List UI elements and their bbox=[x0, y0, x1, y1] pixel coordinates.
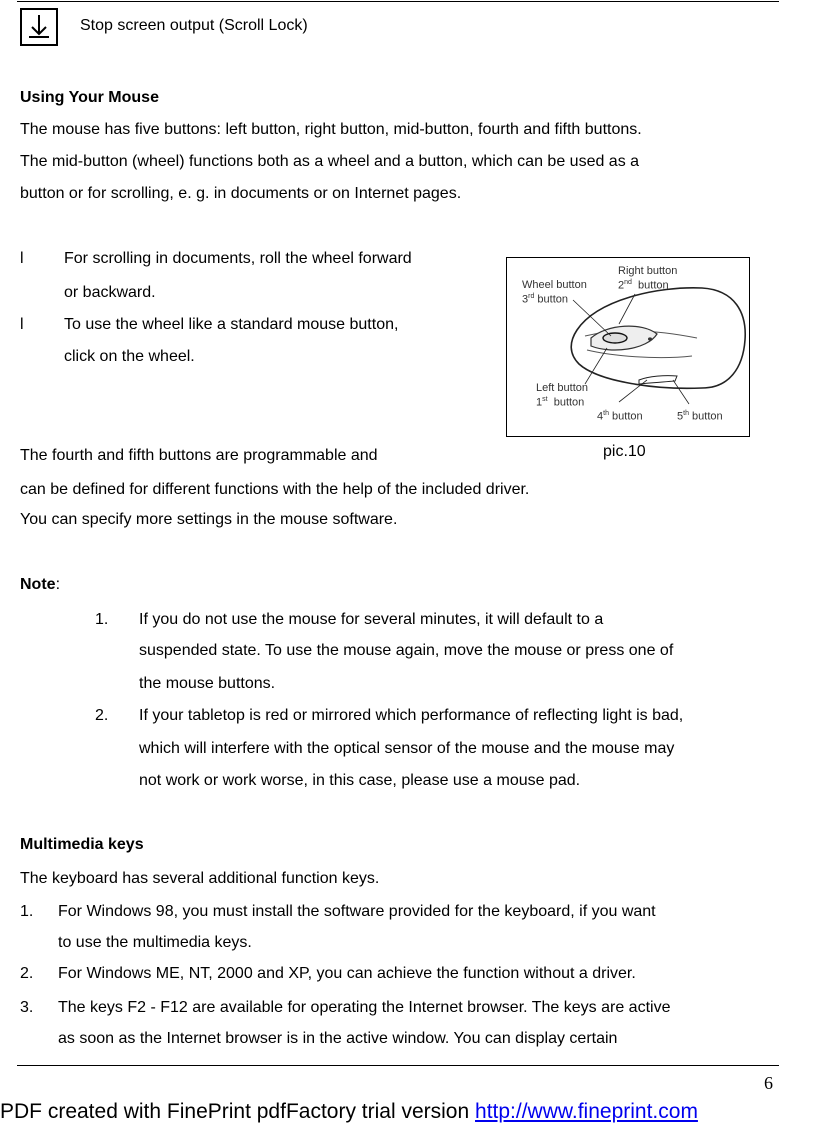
page-number: 6 bbox=[764, 1073, 773, 1093]
multimedia-item-line: as soon as the Internet browser is in the active window. You can display certain bbox=[58, 1030, 618, 1047]
footer-text: PDF created with FinePrint pdfFactory trial version bbox=[0, 1100, 476, 1123]
wheel-button-label: Wheel button 3rd button bbox=[522, 279, 587, 306]
bullet-text: click on the wheel. bbox=[64, 348, 195, 365]
left-button-label: Left button 1st button bbox=[536, 382, 588, 409]
multimedia-item-number: 1. bbox=[20, 903, 34, 920]
note-item-line: suspended state. To use the mouse again, move the mouse or press one of bbox=[139, 642, 674, 659]
mouse-intro-line: The mouse has five buttons: left button, right button, mid-button, fourth and fifth buttons. bbox=[20, 121, 642, 138]
bullet-marker: l bbox=[20, 316, 24, 333]
programmable-line: You can specify more settings in the mouse software. bbox=[20, 511, 398, 528]
note-item-line: If you do not use the mouse for several minutes, it will default to a bbox=[139, 611, 604, 628]
bullet-text: For scrolling in documents, roll the wheel forward bbox=[64, 250, 412, 267]
note-item-line: not work or work worse, in this case, please use a mouse pad. bbox=[139, 772, 581, 789]
multimedia-item-number: 2. bbox=[20, 965, 34, 982]
multimedia-intro: The keyboard has several additional function keys. bbox=[20, 870, 380, 887]
scroll-lock-key-icon bbox=[20, 8, 58, 46]
bullet-text: or backward. bbox=[64, 284, 156, 301]
mouse-intro-line: button or for scrolling, e. g. in documents or on Internet pages. bbox=[20, 185, 462, 202]
bottom-rule bbox=[17, 1065, 779, 1066]
scroll-lock-description: Stop screen output (Scroll Lock) bbox=[80, 17, 308, 34]
fourth-button-label: 4th button bbox=[597, 410, 643, 423]
multimedia-item-line: to use the multimedia keys. bbox=[58, 934, 252, 951]
multimedia-item-number: 3. bbox=[20, 999, 34, 1016]
note-item-number: 2. bbox=[95, 707, 109, 724]
programmable-line: can be defined for different functions with the help of the included driver. bbox=[20, 481, 530, 498]
mouse-section-heading: Using Your Mouse bbox=[20, 89, 159, 106]
multimedia-item-line: For Windows ME, NT, 2000 and XP, you can achieve the function without a driver. bbox=[58, 965, 636, 982]
note-item-line: If your tabletop is red or mirrored which performance of reflecting light is bad, bbox=[139, 707, 684, 724]
mouse-diagram bbox=[506, 257, 750, 437]
figure-caption: pic.10 bbox=[603, 443, 646, 460]
note-item-number: 1. bbox=[95, 611, 109, 628]
note-item-line: which will interfere with the optical sensor of the mouse and the mouse may bbox=[139, 740, 675, 757]
multimedia-item-line: For Windows 98, you must install the software provided for the keyboard, if you want bbox=[58, 903, 656, 920]
bullet-text: To use the wheel like a standard mouse button, bbox=[64, 316, 399, 333]
top-rule bbox=[17, 1, 779, 2]
mouse-intro-line: The mid-button (wheel) functions both as a wheel and a button, which can be used as a bbox=[20, 153, 640, 170]
note-heading: Note: bbox=[20, 576, 61, 593]
bullet-marker: l bbox=[20, 250, 24, 267]
pdf-footer bbox=[0, 1100, 831, 1124]
programmable-line: The fourth and fifth buttons are programmable and bbox=[20, 447, 378, 464]
right-button-label: Right button 2nd button bbox=[618, 265, 678, 292]
multimedia-item-line: The keys F2 - F12 are available for operating the Internet browser. The keys are active bbox=[58, 999, 671, 1016]
footer-link[interactable]: http://www.fineprint.com bbox=[475, 1100, 698, 1123]
note-item-line: the mouse buttons. bbox=[139, 675, 276, 692]
multimedia-heading: Multimedia keys bbox=[20, 836, 144, 853]
fifth-button-label: 5th button bbox=[677, 410, 723, 423]
